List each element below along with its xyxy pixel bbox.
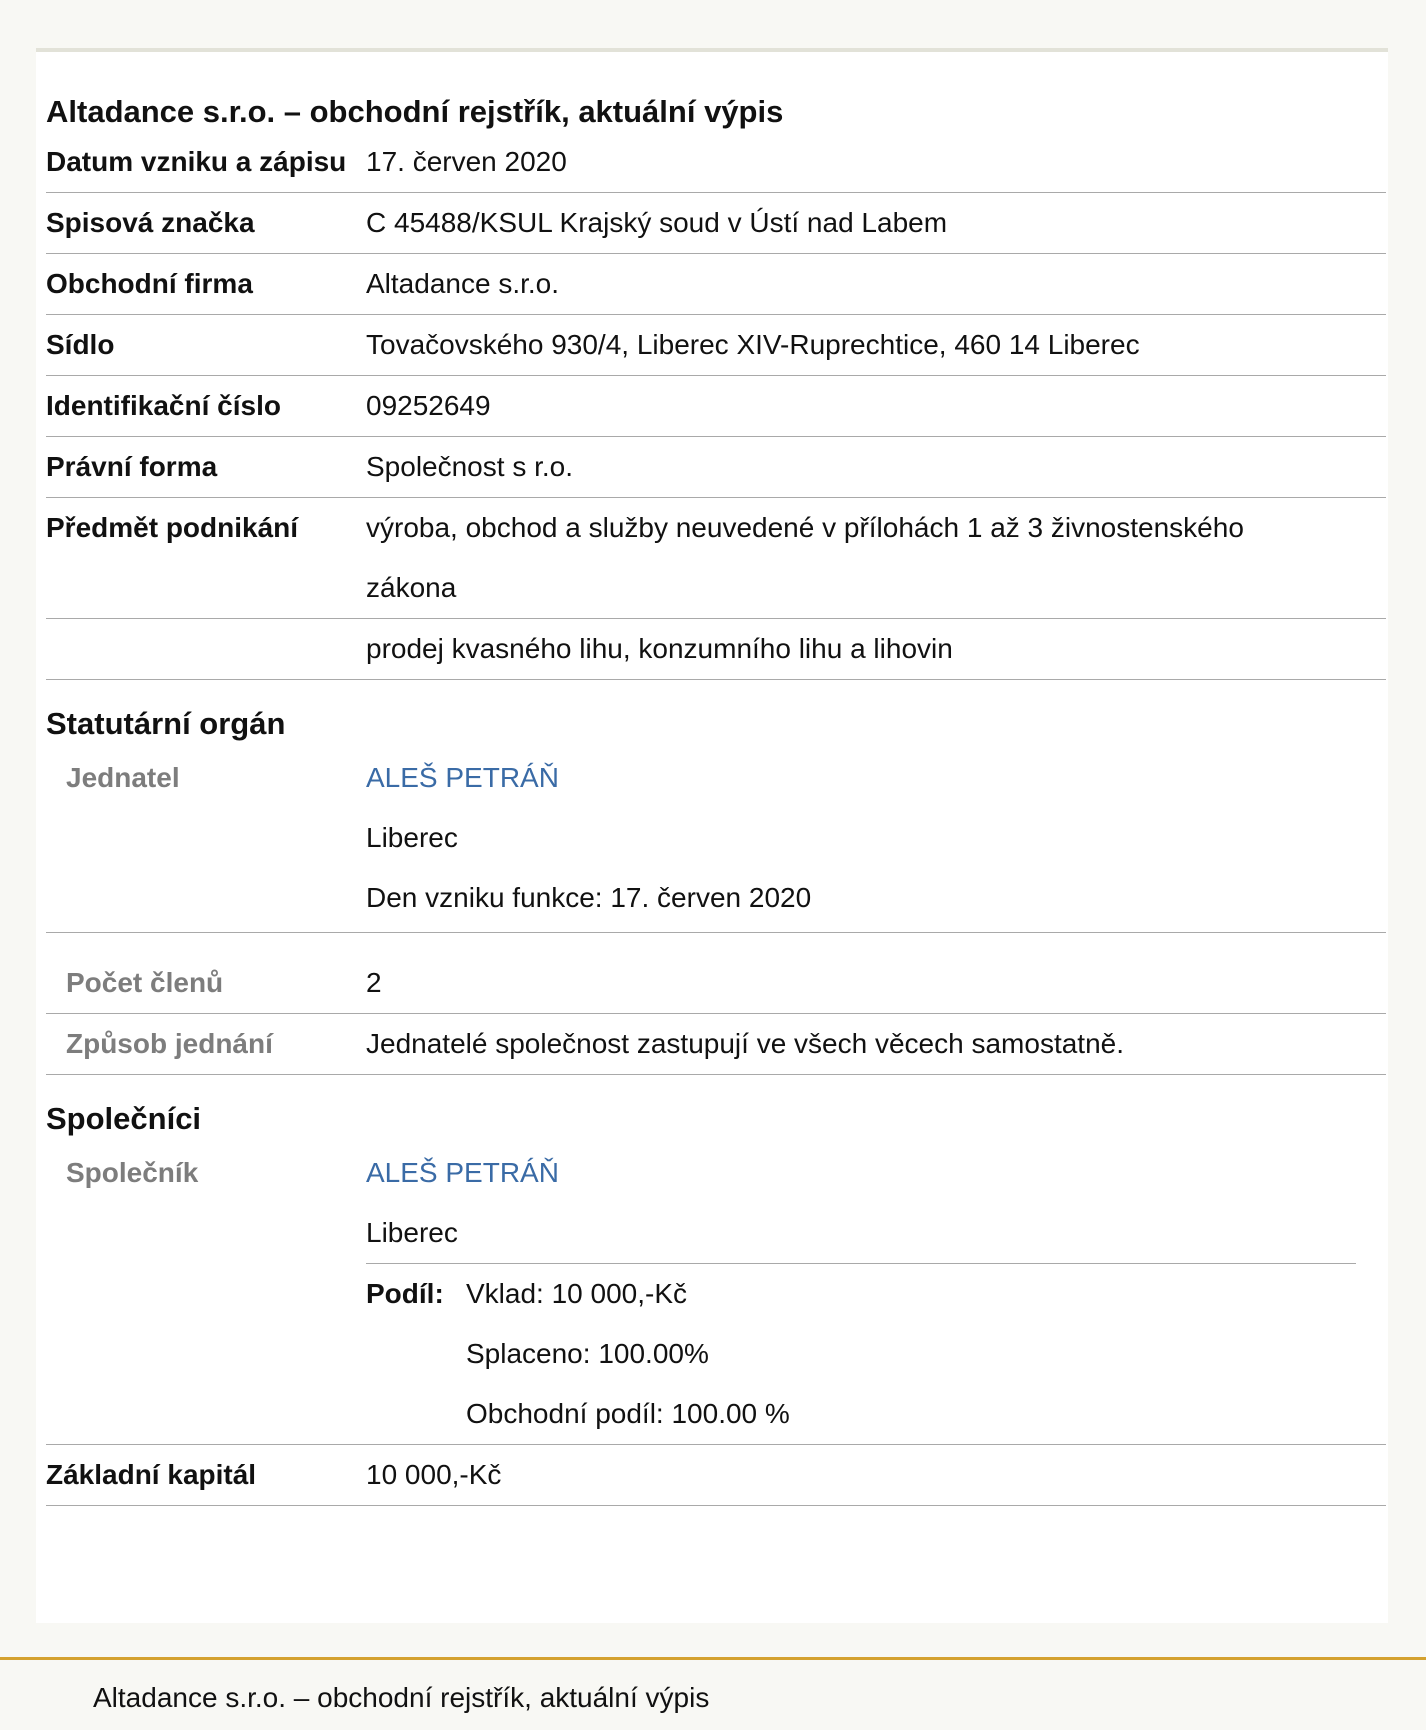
page-title: Altadance s.r.o. – obchodní rejstřík, aktuální výpis [46,94,784,129]
spolecnik-name-link[interactable]: ALEŠ PETRÁŇ [366,1157,559,1188]
podil-label: Podíl: [366,1278,444,1309]
row-predmet-podnikani-2 [46,619,1386,680]
spolecnici-heading: Společníci [46,1101,202,1136]
jednatel-name-link[interactable]: ALEŠ PETRÁŇ [366,762,559,793]
label-zakladni-kapital: Základní kapitál [46,1459,257,1490]
podil-vklad: Vklad: 10 000,-Kč [466,1278,688,1309]
value-zpusob-jednani: Jednatelé společnost zastupují ve všech věcech samostatně. [366,1028,1124,1059]
value-datum-vzniku: 17. červen 2020 [366,146,567,177]
value-identifikacni-cislo: 09252649 [366,390,491,421]
row-predmet-podnikani [46,498,1386,619]
value-sidlo: Tovačovského 930/4, Liberec XIV-Ruprechtice, 460 14 Liberec [366,329,1140,360]
value-zakladni-kapital: 10 000,-Kč [366,1459,502,1490]
statutarni-heading: Statutární orgán [46,706,286,741]
label-obchodni-firma: Obchodní firma [46,268,253,299]
row-zpusob-jednani [46,1014,1386,1075]
register-content [46,92,1386,1506]
label-identifikacni-cislo: Identifikační číslo [46,390,281,421]
label-pocet-clenu: Počet členů [66,967,224,998]
footer [0,1657,1426,1730]
spolecnik-city: Liberec [366,1217,458,1248]
jednatel-city: Liberec [366,822,458,853]
value-spisova-znacka: C 45488/KSUL Krajský soud v Ústí nad Labem [366,207,948,238]
value-jednatel [366,748,1386,932]
value-pocet-clenu: 2 [366,967,382,998]
row-spisova-znacka [46,193,1386,254]
value-spolecnik [366,1143,1386,1444]
value-predmet-2: prodej kvasného lihu, konzumního lihu a lihovin [366,633,953,664]
label-spisova-znacka: Spisová značka [46,207,255,238]
row-datum-vzniku [46,132,1386,193]
value-predmet-1: výroba, obchod a služby neuvedené v přílohách 1 až 3 živnostenského zákona [366,512,1244,603]
row-pocet-clenu [46,933,1386,1014]
label-pravni-forma: Právní forma [46,451,218,482]
label-empty [46,619,366,679]
label-zpusob-jednani: Způsob jednání [66,1028,273,1059]
footer-title: Altadance s.r.o. – obchodní rejstřík, aktuální výpis [93,1682,710,1713]
register-card [36,48,1388,1623]
label-datum-vzniku: Datum vzniku a zápisu [46,146,347,177]
label-spolecnik: Společník [66,1157,199,1188]
row-jednatel [46,748,1386,933]
podil-splaceno: Splaceno: 100.00% [466,1338,709,1369]
jednatel-den-vzniku: Den vzniku funkce: 17. červen 2020 [366,882,812,913]
row-spolecnik [46,1143,1386,1445]
podil-values [466,1264,1356,1444]
row-pravni-forma [46,437,1386,498]
value-pravni-forma: Společnost s r.o. [366,451,574,482]
label-jednatel: Jednatel [66,762,180,793]
label-sidlo: Sídlo [46,329,115,360]
value-obchodni-firma: Altadance s.r.o. [366,268,560,299]
podil-obchodni: Obchodní podíl: 100.00 % [466,1398,790,1429]
row-identifikacni-cislo [46,376,1386,437]
row-obchodni-firma [46,254,1386,315]
row-zakladni-kapital [46,1445,1386,1506]
label-predmet-podnikani: Předmět podnikání [46,512,299,543]
row-sidlo [46,315,1386,376]
podil-block [366,1263,1356,1444]
